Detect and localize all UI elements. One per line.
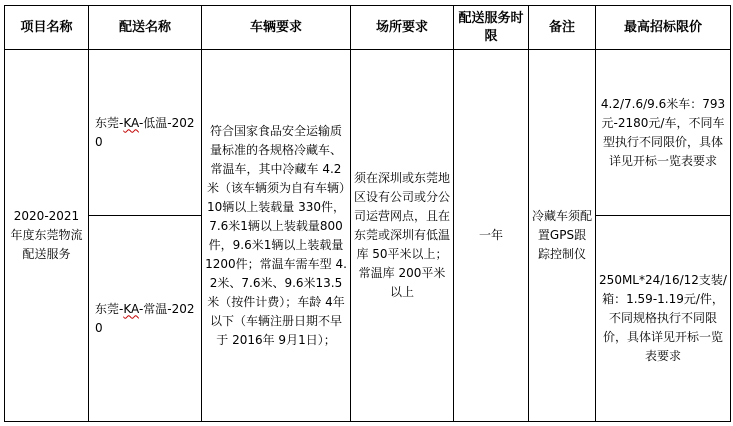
table-row bbox=[5, 50, 731, 216]
site-requirements-cell: 须在深圳或东莞地区设有公司或分公司运营网点，且在东莞或深圳有低温库 50平米以上；常温库 200平米以上 bbox=[351, 50, 454, 422]
header-row bbox=[5, 6, 731, 50]
header-remark: 备注 bbox=[529, 6, 596, 50]
delivery-suffix: -常温-2020 bbox=[95, 301, 195, 335]
header-service-period: 配送服务时限 bbox=[454, 6, 529, 50]
delivery-name-cell-normal bbox=[89, 216, 202, 422]
price-cell-normal: 250ML*24/16/12支装/箱：1.59-1.19元/件，不同规格执行不同限价，具体详见开标一览表要求 bbox=[596, 216, 731, 422]
service-period-cell: 一年 bbox=[454, 50, 529, 422]
remark-cell: 冷藏车须配置GPS跟踪控制仪 bbox=[529, 50, 596, 422]
header-vehicle-requirements: 车辆要求 bbox=[202, 6, 351, 50]
procurement-table bbox=[4, 5, 731, 422]
delivery-code: KA bbox=[123, 115, 139, 130]
project-name-cell: 2020-2021年度东莞物流配送服务 bbox=[5, 50, 89, 422]
delivery-prefix: 东莞- bbox=[95, 115, 124, 130]
delivery-code: KA bbox=[123, 301, 139, 316]
header-project-name: 项目名称 bbox=[5, 6, 89, 50]
header-max-price: 最高招标限价 bbox=[596, 6, 731, 50]
price-cell-cold: 4.2/7.6/9.6米车：793元-2180元/车，不同车型执行不同限价，具体详见开标一览表要求 bbox=[596, 50, 731, 216]
delivery-name-cell-cold bbox=[89, 50, 202, 216]
header-site-requirements: 场所要求 bbox=[351, 6, 454, 50]
header-delivery-name: 配送名称 bbox=[89, 6, 202, 50]
vehicle-requirements-cell: 符合国家食品安全运输质量标准的各规格冷藏车、常温车，其中冷藏车 4.2米（该车辆须为自有车辆）10辆以上装载量 330件，7.6米1辆以上装载量800件，9.6米1辆以上装载量1200件；常温车需车型 4.2米、7.6米、9.6米13.5米（按件计费）；车龄 4年以下（车辆注册日期不早于 2016年 9月1日）； bbox=[202, 50, 351, 422]
delivery-suffix: -低温-2020 bbox=[95, 115, 195, 149]
delivery-prefix: 东莞- bbox=[95, 301, 124, 316]
